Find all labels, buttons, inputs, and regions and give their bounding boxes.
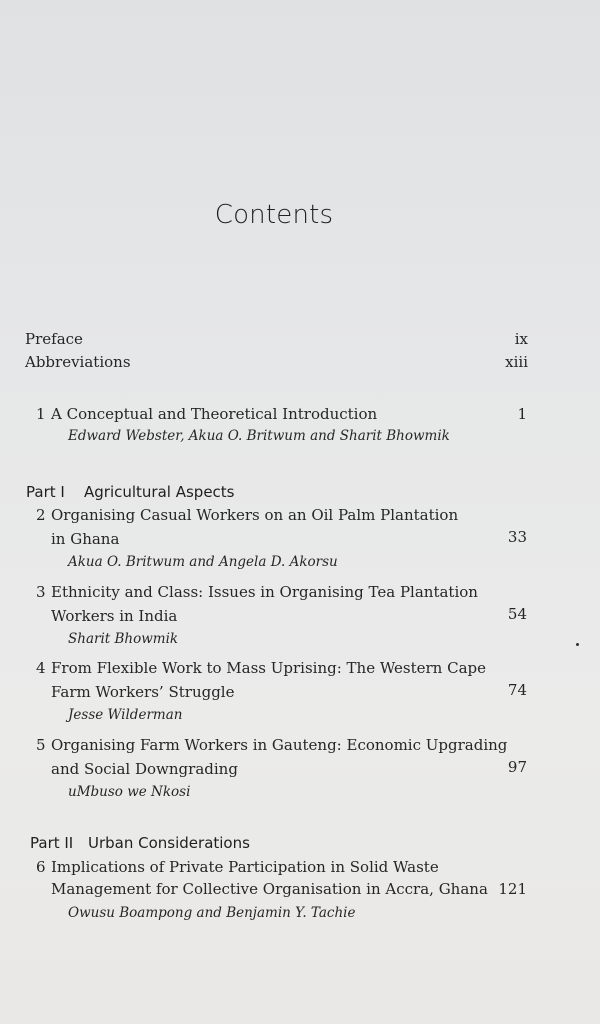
chapter-page: 74	[507, 681, 527, 699]
chapter-title-line-2: Farm Workers’ Struggle	[51, 683, 235, 701]
chapter-page: 97	[507, 758, 527, 776]
chapter-page: 1	[517, 405, 527, 423]
chapter-title-line-1: Organising Farm Workers in Gauteng: Economic Upgrading	[51, 736, 508, 754]
chapter-authors: Akua O. Britwum and Angela D. Akorsu	[68, 554, 338, 570]
entry-page: ix	[514, 330, 528, 348]
entry-title: Abbreviations	[25, 353, 131, 371]
chapter-number: 1	[36, 405, 46, 423]
chapter-page: 33	[507, 528, 527, 546]
chapter-number: 4	[36, 659, 46, 677]
chapter-title-line-2: Management for Collective Organisation in Accra, Ghana	[51, 880, 488, 898]
chapter-title-line-1: Organising Casual Workers on an Oil Palm Plantation	[51, 506, 459, 524]
entry-page: xiii	[505, 353, 528, 371]
chapter-title-line-2: and Social Downgrading	[51, 760, 238, 778]
part-heading-2	[30, 834, 250, 852]
chapter-title-line-1: Implications of Private Participation in Solid Waste	[51, 858, 439, 876]
chapter-page: 121	[498, 880, 527, 898]
ink-speck	[576, 643, 579, 646]
part-heading-1	[26, 483, 235, 501]
chapter-authors: Owusu Boampong and Benjamin Y. Tachie	[68, 905, 356, 921]
chapter-title-line-2: Workers in India	[51, 607, 178, 625]
chapter-title-line-1: Ethnicity and Class: Issues in Organising Tea Plantation	[51, 583, 478, 601]
chapter-title-line-2: in Ghana	[51, 530, 120, 548]
part-title: Agricultural Aspects	[84, 483, 235, 501]
chapter-page: 54	[507, 605, 527, 623]
chapter-number: 5	[36, 736, 46, 754]
chapter-title: A Conceptual and Theoretical Introduction	[51, 405, 378, 423]
chapter-number: 3	[36, 583, 46, 601]
chapter-authors: Jesse Wilderman	[68, 707, 183, 723]
chapter-authors: uMbuso we Nkosi	[68, 784, 191, 800]
part-label: Part II	[30, 834, 74, 852]
part-label: Part I	[26, 483, 65, 501]
chapter-number: 2	[36, 506, 46, 524]
chapter-authors: Sharit Bhowmik	[68, 631, 179, 647]
contents-title: Contents	[214, 200, 334, 230]
chapter-authors: Edward Webster, Akua O. Britwum and Sharit Bhowmik	[68, 428, 450, 444]
chapter-title-line-1: From Flexible Work to Mass Uprising: The Western Cape	[51, 659, 487, 677]
part-title: Urban Considerations	[88, 834, 250, 852]
chapter-number: 6	[36, 858, 46, 876]
entry-title: Preface	[25, 330, 83, 348]
